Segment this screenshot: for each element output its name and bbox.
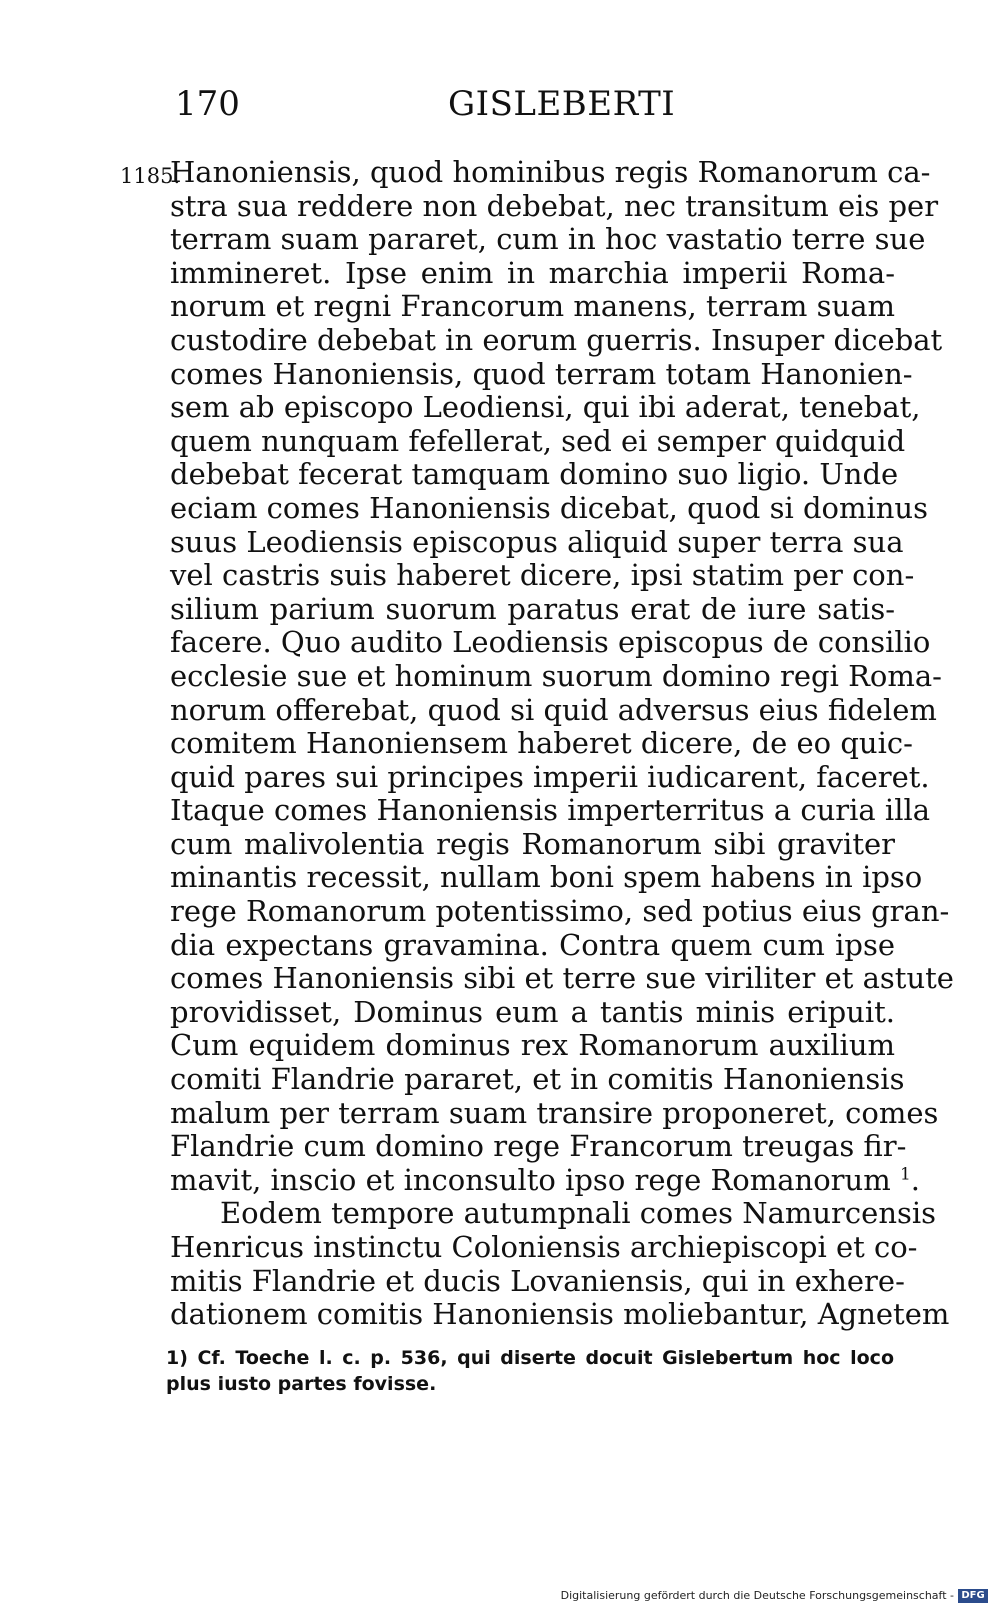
digitization-credit: Digitalisierung gefördert durch die Deutsche Forschungsgemeinschaft - [560, 1589, 954, 1602]
running-title: GISLEBERTI [448, 84, 676, 124]
text-line: Flandrie cum domino rege Francorum treugas fir- [170, 1129, 907, 1164]
text-line: eciam comes Hanoniensis dicebat, quod si dominus [170, 490, 928, 525]
footnote-line: plus iusto partes fovisse. [166, 1373, 437, 1395]
text-line: debebat fecerat tamquam domino suo ligio. Unde [170, 457, 899, 492]
footnote-reference: 1 [899, 1164, 911, 1185]
text-line: cum malivolentia regis Romanorum sibi graviter [170, 826, 895, 861]
text-line: malum per terram suam transire proponeret, comes [170, 1095, 939, 1130]
text-line: quem nunquam fefellerat, sed ei semper quidquid [170, 423, 906, 458]
text-line: rege Romanorum potentissimo, sed potius eius gran- [170, 894, 950, 929]
text-line: immineret. Ipse enim in marchia imperii Roma- [170, 255, 895, 290]
text-line: Henricus instinctu Coloniensis archiepiscopi et co- [170, 1230, 918, 1264]
text-line: terram suam pararet, cum in hoc vastatio terre sue [170, 222, 926, 257]
footnote [166, 1345, 894, 1397]
text-line: comitem Hanoniensem haberet dicere, de eo quic- [170, 726, 913, 761]
page-number: 170 [175, 84, 240, 124]
body-text [170, 155, 954, 1332]
text-line: norum offerebat, quod si quid adversus eius fidelem [170, 692, 937, 727]
text-line: sem ab episcopo Leodiensi, qui ibi aderat, tenebat, [170, 390, 921, 425]
text-line: comiti Flandrie pararet, et in comitis Hanoniensis [170, 1062, 905, 1097]
text-line: dationem comitis Hanoniensis moliebantur, Agnetem [170, 1297, 950, 1332]
text-line: comes Hanoniensis sibi et terre sue viriliter et astute [170, 961, 954, 996]
text-line: comes Hanoniensis, quod terram totam Hanonien- [170, 356, 913, 391]
paragraph-start-line: Eodem tempore autumpnali comes Namurcensis [220, 1196, 937, 1231]
text-line: Itaque comes Hanoniensis imperterritus a curia illa [170, 793, 931, 828]
text-line: stra sua reddere non debebat, nec transitum eis per [170, 188, 939, 223]
text-line: quid pares sui principes imperii iudicarent, faceret. [170, 759, 930, 794]
text-line: suus Leodiensis episcopus aliquid super terra sua [170, 524, 904, 559]
dfg-logo: DFG [958, 1589, 988, 1603]
text-line: minantis recessit, nullam boni spem habens in ipso [170, 860, 923, 895]
text-line: mitis Flandrie et ducis Lovaniensis, qui in exhere- [170, 1263, 905, 1298]
text-line: dia expectans gravamina. Contra quem cum ipse [170, 927, 895, 962]
text-line: Cum equidem dominus rex Romanorum auxilium [170, 1028, 895, 1063]
text-line: custodire debebat in eorum guerris. Insuper dicebat [170, 322, 943, 357]
text-line: providisset, Dominus eum a tantis minis eripuit. [170, 994, 895, 1029]
text-line: ecclesie sue et hominum suorum domino regi Roma- [170, 658, 942, 693]
margin-year: 1185. [120, 164, 181, 188]
text-line-content: mavit, inscio et inconsulto ipso rege Romanorum [170, 1162, 891, 1197]
footnote-line: 1) Cf. Toeche l. c. p. 536, qui diserte docuit Gislebertum hoc loco [166, 1347, 894, 1369]
text-line: silium parium suorum paratus erat de iure satis- [170, 591, 895, 626]
text-line: vel castris suis haberet dicere, ipsi statim per con- [170, 558, 915, 593]
sentence-end: . [910, 1162, 920, 1197]
text-line: facere. Quo audito Leodiensis episcopus de consilio [170, 625, 931, 660]
text-line: Hanoniensis, quod hominibus regis Romanorum ca- [170, 155, 931, 189]
text-line: norum et regni Francorum manens, terram suam [170, 289, 895, 324]
text-line [170, 1162, 920, 1198]
